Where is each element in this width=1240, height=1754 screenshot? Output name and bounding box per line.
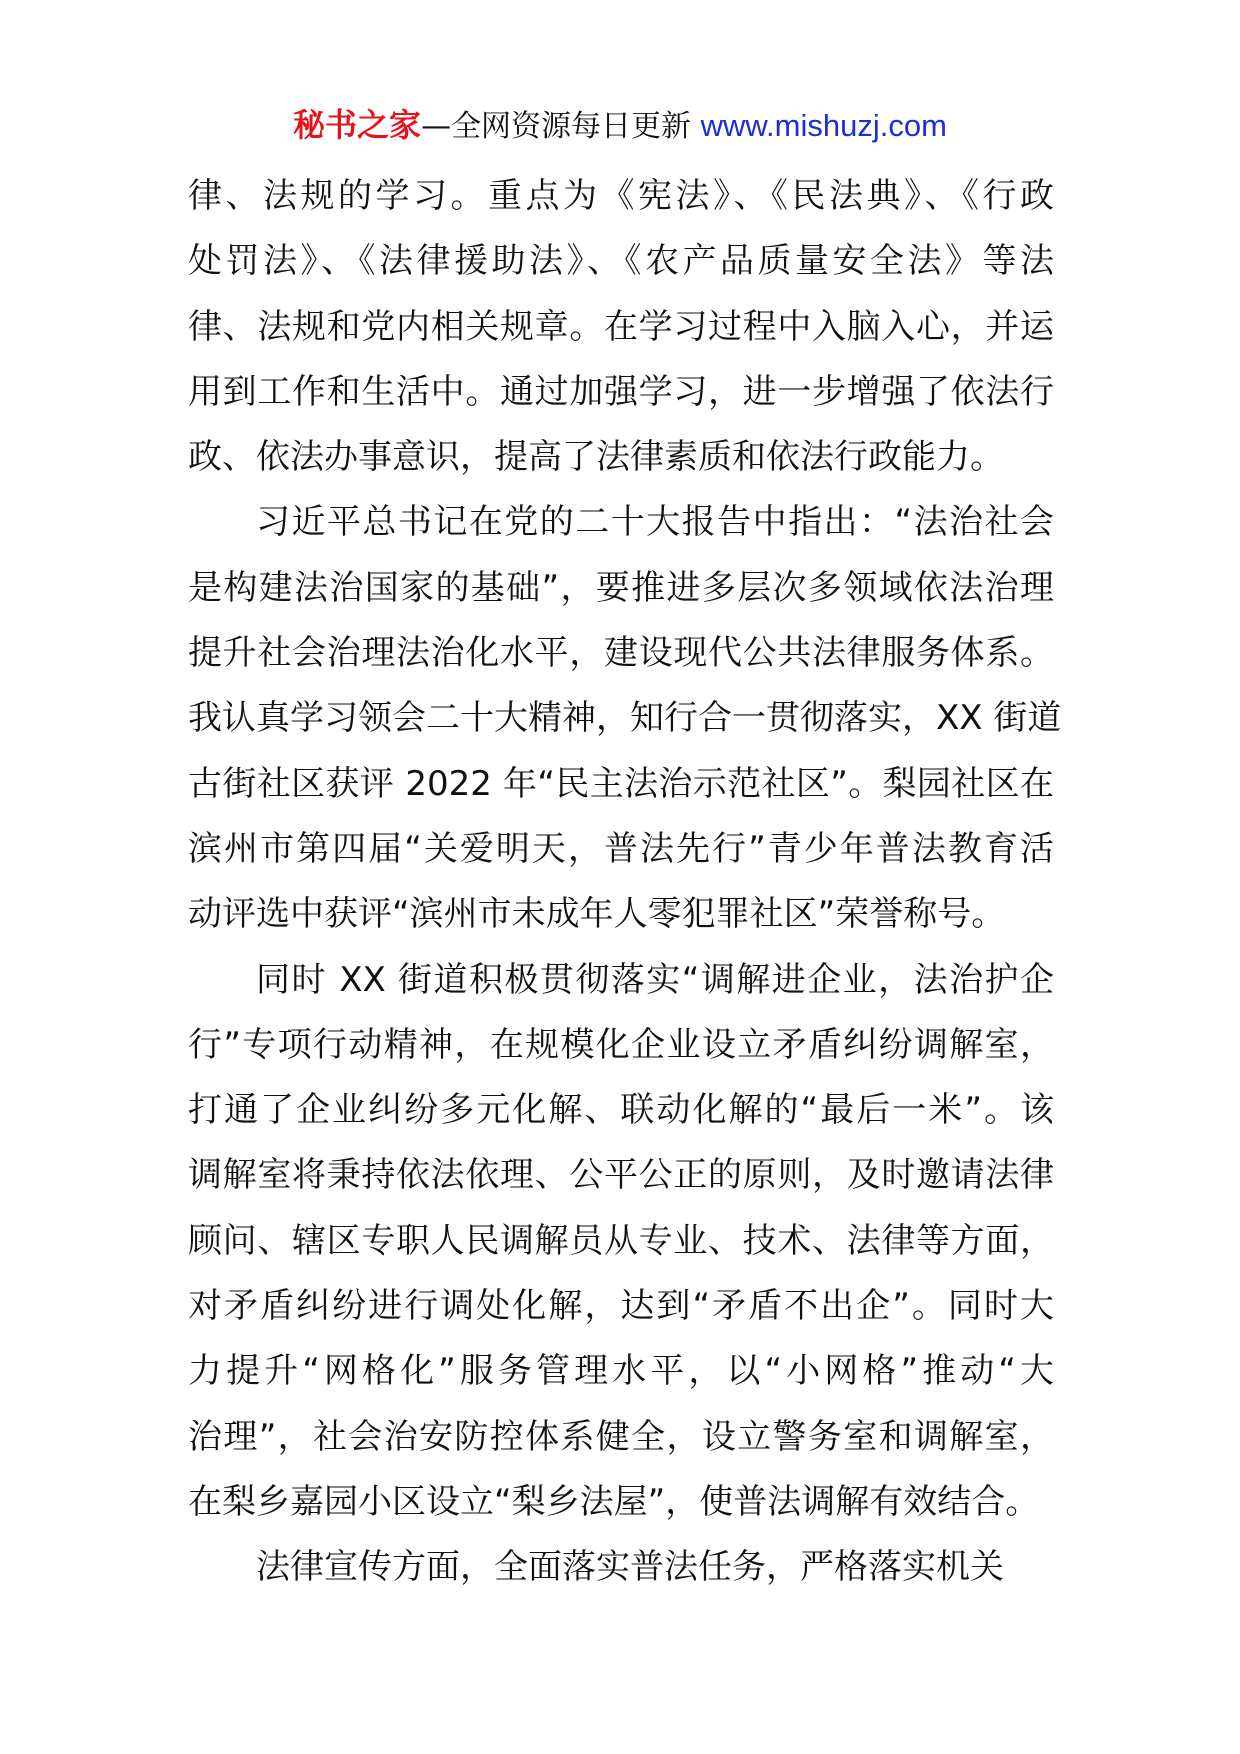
text-line: 习近平总书记在党的二十大报告中指出：“法治社会 — [256, 502, 1054, 543]
page-header — [0, 102, 1240, 150]
text-line: 治理”，社会治安防控体系健全，设立警务室和调解室， — [188, 1416, 1054, 1457]
text-line: 对矛盾纠纷进行调处化解，达到“矛盾不出企”。同时大 — [188, 1286, 1054, 1327]
paragraph-1 — [188, 164, 1054, 490]
document-body — [188, 164, 1062, 1601]
paragraph-2 — [188, 490, 1062, 947]
text-line: 是构建法治国家的基础”，要推进多层次多领域依法治理 — [188, 567, 1054, 608]
text-line: 律、法规的学习。重点为《宪法》、《民法典》、《行政 — [188, 176, 1054, 216]
text-line: 政、依法办事意识，提高了法律素质和依法行政能力。 — [188, 437, 1004, 478]
header-tagline: —全网资源每日更新 — [421, 109, 701, 144]
text-line: 提升社会治理法治化水平，建设现代公共法律服务体系。 — [188, 633, 1054, 674]
text-line: 律、法规和党内相关规章。在学习过程中入脑入心，并运 — [188, 306, 1054, 347]
text-line: 力提升“网格化”服务管理水平，以“小网格”推动“大 — [188, 1351, 1054, 1392]
text-line: 我认真学习领会二十大精神，知行合一贯彻落实，XX 街道 — [188, 698, 1062, 739]
paragraph-3 — [188, 948, 1054, 1536]
text-line: 用到工作和生活中。通过加强学习，进一步增强了依法行 — [188, 371, 1054, 412]
text-line: 同时 XX 街道积极贯彻落实“调解进企业，法治护企 — [256, 959, 1054, 1000]
text-line: 处罚法》、《法律援助法》、《农产品质量安全法》等法 — [188, 241, 1054, 282]
site-url-link[interactable]: www.mishuzj.com — [700, 108, 947, 143]
text-line: 在梨乡嘉园小区设立“梨乡法屋”，使普法调解有效结合。 — [188, 1481, 1040, 1522]
text-line: 古街社区获评 2022 年“民主法治示范社区”。梨园社区在 — [188, 763, 1054, 804]
paragraph-4 — [188, 1535, 1054, 1600]
text-line: 顾问、辖区专职人民调解员从专业、技术、法律等方面， — [188, 1220, 1054, 1261]
text-line: 行”专项行动精神，在规模化企业设立矛盾纠纷调解室， — [188, 1024, 1054, 1065]
brand-name: 秘书之家 — [293, 106, 422, 144]
text-line: 法律宣传方面，全面落实普法任务，严格落实机关 — [256, 1547, 1004, 1588]
text-line: 滨州市第四届“关爱明天，普法先行”青少年普法教育活 — [188, 828, 1054, 869]
text-line: 动评选中获评“滨州市未成年人零犯罪社区”荣誉称号。 — [188, 894, 1006, 935]
text-line: 调解室将秉持依法依理、公平公正的原则，及时邀请法律 — [188, 1155, 1054, 1196]
text-line: 打通了企业纠纷多元化解、联动化解的“最后一米”。该 — [188, 1090, 1054, 1131]
